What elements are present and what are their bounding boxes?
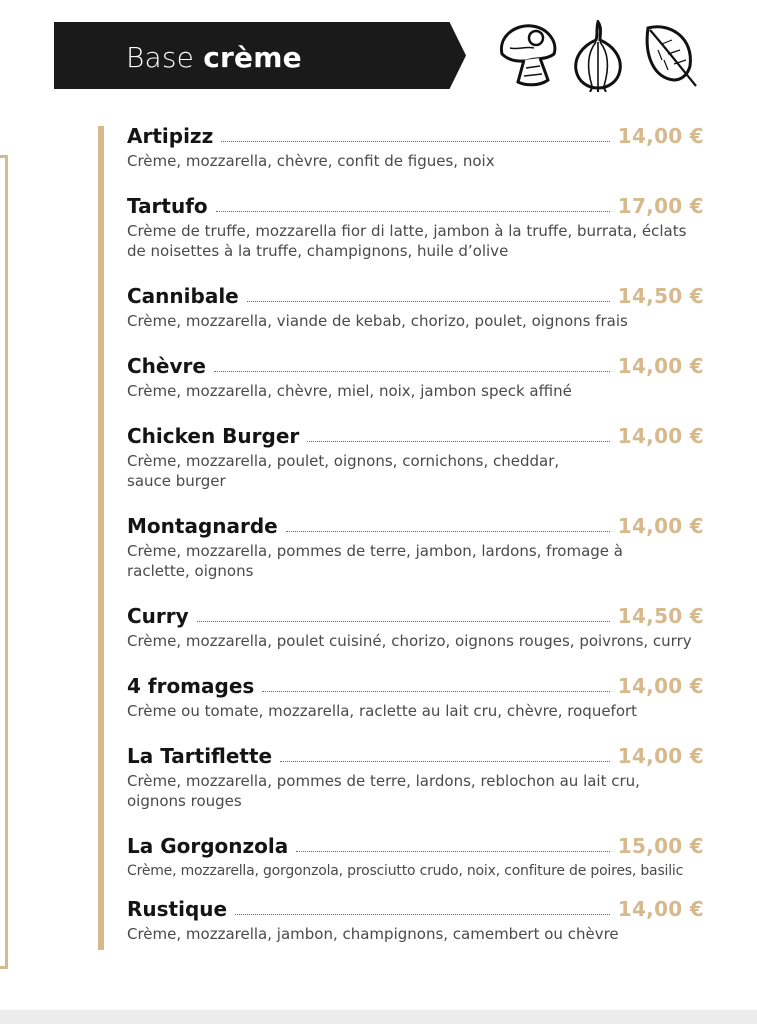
menu-item-la-tartiflette (127, 740, 704, 811)
mushroom-icon (496, 20, 562, 90)
item-price: 14,00 € (617, 354, 704, 378)
dot-leader (286, 530, 610, 532)
item-description: Crème, mozzarella, chèvre, confit de figues, noix (127, 152, 495, 170)
item-description: Crème, mozzarella, poulet cuisiné, chorizo, oignons rouges, poivrons, curry (127, 632, 692, 650)
item-name: La Tartiflette (127, 744, 273, 768)
dot-leader (262, 690, 609, 692)
dot-leader (247, 300, 610, 302)
item-description: Crème, mozzarella, jambon, champignons, camembert ou chèvre (127, 925, 619, 943)
dot-leader (197, 620, 610, 622)
menu-item-4-fromages (127, 670, 704, 721)
item-name: 4 fromages (127, 674, 255, 698)
item-price: 14,50 € (617, 284, 704, 308)
menu-item-tartufo (127, 190, 704, 261)
menu-item-cannibale (127, 280, 704, 331)
item-price: 14,00 € (617, 744, 704, 768)
menu-item-la-gorgonzola (127, 830, 704, 881)
item-name: Chicken Burger (127, 424, 300, 448)
item-price: 14,00 € (617, 674, 704, 698)
item-name: Rustique (127, 897, 228, 921)
section-title (126, 38, 302, 78)
dot-leader (216, 210, 610, 212)
menu-item-chevre (127, 350, 704, 401)
item-description: Crème, mozzarella, viande de kebab, chorizo, poulet, oignons frais (127, 312, 628, 330)
item-price: 14,00 € (617, 124, 704, 148)
item-description: Crème ou tomate, mozzarella, raclette au lait cru, chèvre, roquefort (127, 702, 638, 720)
dot-leader (296, 850, 610, 852)
item-name: Tartufo (127, 194, 208, 218)
ingredient-icons (496, 20, 702, 94)
item-description: Crème, mozzarella, poulet, oignons, cornichons, cheddar, sauce burger (127, 452, 560, 490)
item-price: 14,50 € (617, 604, 704, 628)
item-price: 15,00 € (617, 834, 704, 858)
menu-item-artipizz (127, 120, 704, 171)
menu-item-montagnarde (127, 510, 704, 581)
dot-leader (307, 440, 610, 442)
item-name: Cannibale (127, 284, 239, 308)
section-title-light: Base (126, 41, 195, 74)
dot-leader (221, 140, 610, 142)
basil-leaf-icon (640, 20, 702, 90)
item-name: Chèvre (127, 354, 206, 378)
dot-leader (280, 760, 610, 762)
item-price: 14,00 € (617, 514, 704, 538)
section-title-bold: crème (203, 41, 302, 74)
dot-leader (235, 913, 610, 915)
item-price: 14,00 € (617, 424, 704, 448)
menu-item-curry (127, 600, 704, 651)
item-description: Crème, mozzarella, gorgonzola, prosciutto crudo, noix, confiture de poires, basilic (127, 863, 684, 879)
bottom-bar (0, 1010, 757, 1024)
gold-vertical-rule (98, 126, 104, 950)
left-bracket-decoration (0, 155, 8, 969)
dot-leader (214, 370, 610, 372)
menu-item-rustique (127, 893, 704, 944)
item-price: 14,00 € (617, 897, 704, 921)
item-price: 17,00 € (617, 194, 704, 218)
item-description: Crème, mozzarella, chèvre, miel, noix, jambon speck affiné (127, 382, 572, 400)
item-name: Curry (127, 604, 189, 628)
item-name: Artipizz (127, 124, 214, 148)
item-description: Crème, mozzarella, pommes de terre, lardons, reblochon au lait cru, oignons rouges (127, 772, 640, 810)
item-name: La Gorgonzola (127, 834, 289, 858)
item-description: Crème, mozzarella, pommes de terre, jambon, lardons, fromage à raclette, oignons (127, 542, 623, 580)
item-name: Montagnarde (127, 514, 278, 538)
item-description: Crème de truffe, mozzarella fior di latte, jambon à la truffe, burrata, éclats de noisettes à la truffe, champignons, huile d’olive (127, 222, 687, 260)
menu-item-chicken-burger (127, 420, 704, 491)
onion-icon (572, 20, 624, 92)
